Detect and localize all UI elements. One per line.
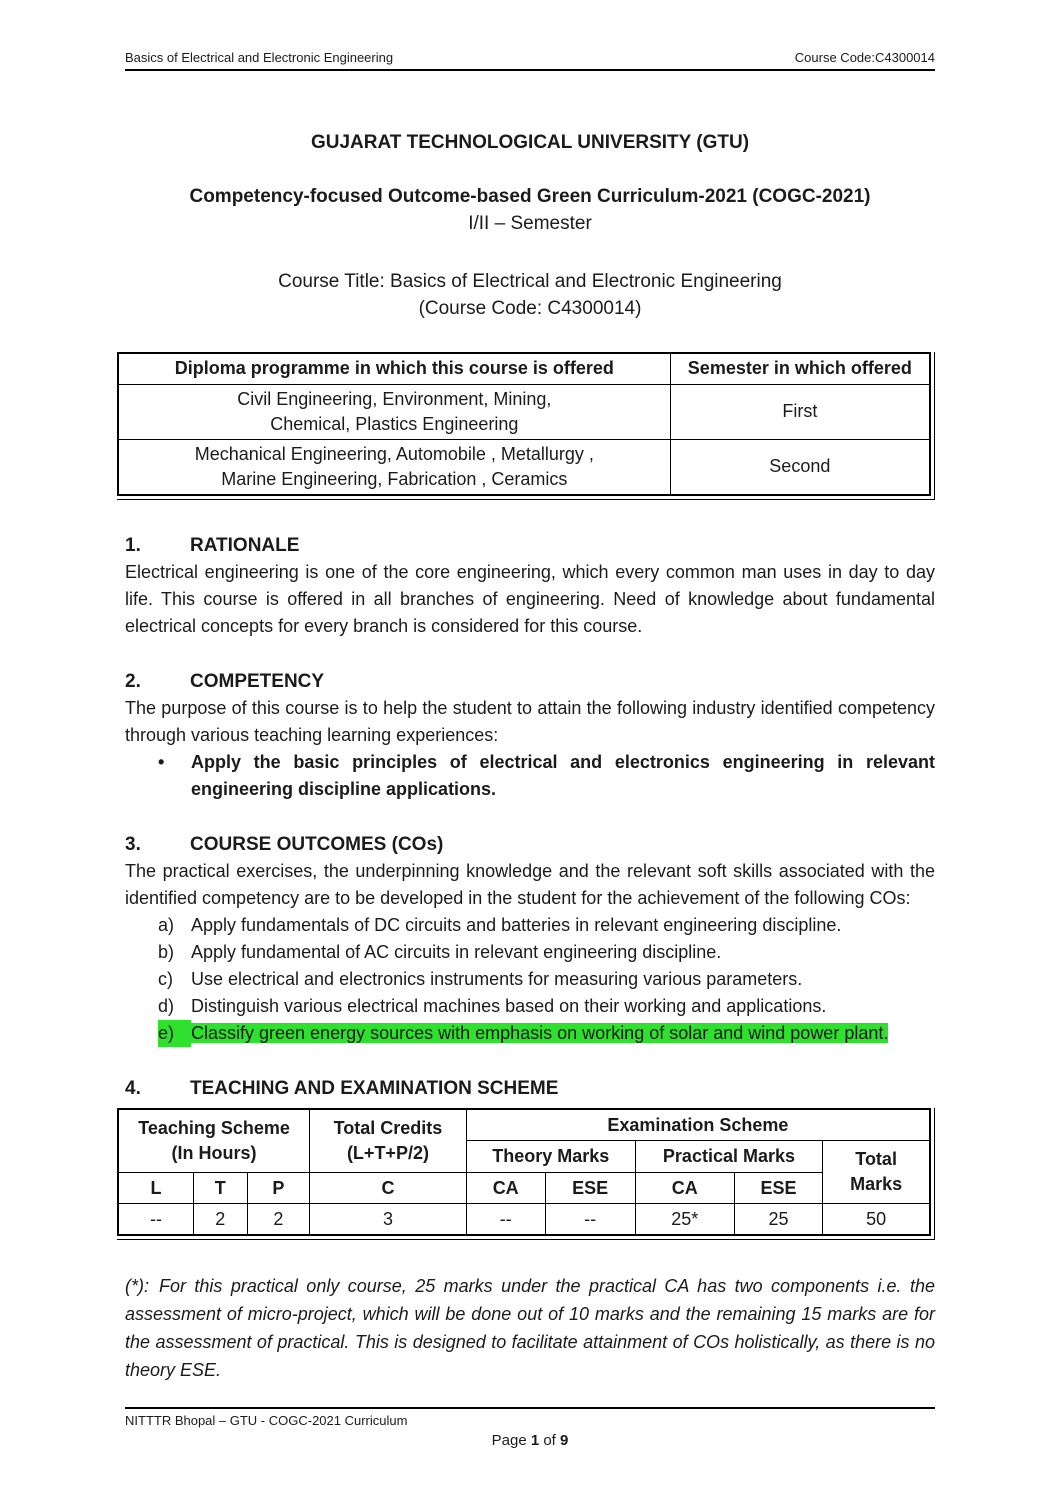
col-header-theory-ese: ESE	[545, 1172, 635, 1203]
col-header-practical-ese: ESE	[734, 1172, 823, 1203]
list-item	[125, 966, 935, 993]
scheme-values-row	[118, 1203, 930, 1235]
value-total-marks: 50	[823, 1203, 930, 1235]
table-row	[118, 439, 930, 495]
total-marks-line: Total	[855, 1148, 897, 1169]
theory-marks-header: Theory Marks	[466, 1140, 635, 1172]
list-marker: c)	[158, 968, 173, 989]
list-marker: e)	[158, 1020, 191, 1047]
value-P: 2	[247, 1203, 310, 1235]
section-title: TEACHING AND EXAMINATION SCHEME	[190, 1077, 559, 1099]
practical-marks-header: Practical Marks	[635, 1140, 823, 1172]
university-title: GUJARAT TECHNOLOGICAL UNIVERSITY (GTU)	[310, 132, 750, 153]
total-marks-header	[823, 1140, 930, 1203]
list-marker: b)	[158, 941, 175, 962]
section-number: 3.	[125, 833, 141, 855]
list-item-text: Apply fundamental of AC circuits in relevant engineering discipline.	[191, 941, 722, 962]
page-number-line	[125, 1432, 935, 1449]
section-title: RATIONALE	[190, 534, 300, 556]
footnote-marker: (*):	[125, 1275, 149, 1296]
list-marker: d)	[158, 995, 175, 1016]
page-total: 9	[560, 1432, 569, 1449]
teaching-scheme-line: Teaching Scheme	[138, 1117, 290, 1138]
total-credits-line: Total Credits	[333, 1117, 443, 1138]
bullet-text: Apply the basic principles of electrical and electronics engineering in relevant engineering discipline applications.	[191, 751, 935, 799]
running-header	[125, 0, 935, 71]
rationale-paragraph: Electrical engineering is one of the core engineering, which every common man uses in day to day life. This course is offered in all branches of engineering. Need of knowledge about fundamental electrical concepts for every branch is considered for this course.	[125, 561, 935, 636]
list-item	[125, 939, 935, 966]
total-marks-line: Marks	[850, 1173, 903, 1194]
semester-line: I/II – Semester	[468, 213, 592, 234]
competency-paragraph: The purpose of this course is to help the student to attain the following industry identified competency through various teaching learning experiences:	[125, 697, 935, 745]
of-word: of	[539, 1432, 561, 1449]
teaching-scheme-header	[118, 1109, 310, 1173]
title-block	[125, 129, 935, 322]
page-content	[125, 0, 935, 1384]
section-heading-competency	[125, 668, 935, 695]
course-title-line: Course Title: Basics of Electrical and Electronic Engineering	[278, 271, 782, 292]
outcomes-list	[125, 912, 935, 1047]
programme-cell	[118, 439, 670, 495]
list-item	[125, 993, 935, 1020]
header-course-code: Course Code:C4300014	[794, 50, 935, 65]
list-item-text: Apply fundamentals of DC circuits and batteries in relevant engineering discipline.	[191, 914, 842, 935]
section-heading-outcomes	[125, 831, 935, 858]
semester-cell: First	[670, 384, 930, 439]
header-course-name: Basics of Electrical and Electronic Engineering	[125, 50, 394, 65]
section-number: 1.	[125, 534, 141, 556]
total-credits-line: (L+T+P/2)	[346, 1142, 429, 1163]
list-item-text	[191, 1020, 935, 1047]
value-theory-ese: --	[545, 1203, 635, 1235]
section-title: COMPETENCY	[190, 670, 325, 692]
section-number: 2.	[125, 670, 141, 692]
offer-col-programme-header: Diploma programme in which this course is offered	[118, 353, 670, 384]
offer-table	[117, 352, 931, 496]
running-footer	[125, 1407, 935, 1449]
programme-line: Chemical, Plastics Engineering	[270, 413, 519, 434]
scheme-table	[117, 1108, 931, 1236]
competency-bullet	[125, 749, 935, 803]
section-heading-rationale	[125, 532, 935, 559]
value-T: 2	[194, 1203, 248, 1235]
list-marker: a)	[158, 914, 175, 935]
list-item-text: Use electrical and electronics instruments for measuring various parameters.	[191, 968, 803, 989]
programme-line: Civil Engineering, Environment, Mining,	[237, 388, 552, 409]
offer-table-wrap	[117, 352, 935, 500]
list-item	[125, 912, 935, 939]
programme-cell	[118, 384, 670, 439]
list-item-text: Distinguish various electrical machines based on their working and applications.	[191, 995, 827, 1016]
curriculum-title: Competency-focused Outcome-based Green Curriculum-2021 (COGC-2021)	[189, 186, 871, 207]
section-title: COURSE OUTCOMES (COs)	[190, 833, 444, 855]
footnote-text: For this practical only course, 25 marks under the practical CA has two components i.e. the assessment of micro-project, which will be done out of 10 marks and the remaining 15 marks are for the assessment of practical. This is designed to facilitate attainment of COs holistically, as there is no theory ESE.	[125, 1275, 935, 1380]
col-header-theory-ca: CA	[466, 1172, 545, 1203]
scheme-header-row-1	[118, 1109, 930, 1141]
table-row	[118, 384, 930, 439]
total-credits-header	[310, 1109, 467, 1173]
col-header-T: T	[194, 1172, 248, 1203]
value-C: 3	[310, 1203, 467, 1235]
offer-table-header-row	[118, 353, 930, 384]
course-code-line: (Course Code: C4300014)	[418, 298, 642, 319]
col-header-L: L	[118, 1172, 194, 1203]
col-header-practical-ca: CA	[635, 1172, 734, 1203]
value-practical-ese: 25	[734, 1203, 823, 1235]
examination-scheme-header: Examination Scheme	[466, 1109, 930, 1141]
col-header-P: P	[247, 1172, 310, 1203]
section-heading-scheme	[125, 1075, 935, 1102]
list-item-highlighted	[125, 1020, 935, 1047]
footnote-paragraph	[125, 1272, 935, 1384]
offer-col-semester-header: Semester in which offered	[670, 353, 930, 384]
scheme-table-wrap	[117, 1108, 935, 1240]
page-word: Page	[491, 1432, 531, 1449]
programme-line: Mechanical Engineering, Automobile , Metallurgy ,	[194, 443, 594, 464]
value-theory-ca: --	[466, 1203, 545, 1235]
section-number: 4.	[125, 1077, 141, 1099]
col-header-C: C	[310, 1172, 467, 1203]
scheme-header-row-3	[118, 1172, 930, 1203]
teaching-scheme-line: (In Hours)	[171, 1142, 257, 1163]
bullet-icon: •	[158, 751, 165, 772]
page-number: 1	[530, 1432, 540, 1449]
outcomes-paragraph: The practical exercises, the underpinning knowledge and the relevant soft skills associated with the identified competency are to be developed in the student for the achievement of the following COs:	[125, 860, 935, 908]
semester-cell: Second	[670, 439, 930, 495]
programme-line: Marine Engineering, Fabrication , Ceramics	[221, 468, 568, 489]
footer-left-text: NITTTR Bhopal – GTU - COGC-2021 Curriculum	[125, 1413, 408, 1428]
value-L: --	[118, 1203, 194, 1235]
highlighted-text: Classify green energy sources with emphasis on working of solar and wind power plant.	[191, 1022, 889, 1043]
value-practical-ca: 25*	[635, 1203, 734, 1235]
